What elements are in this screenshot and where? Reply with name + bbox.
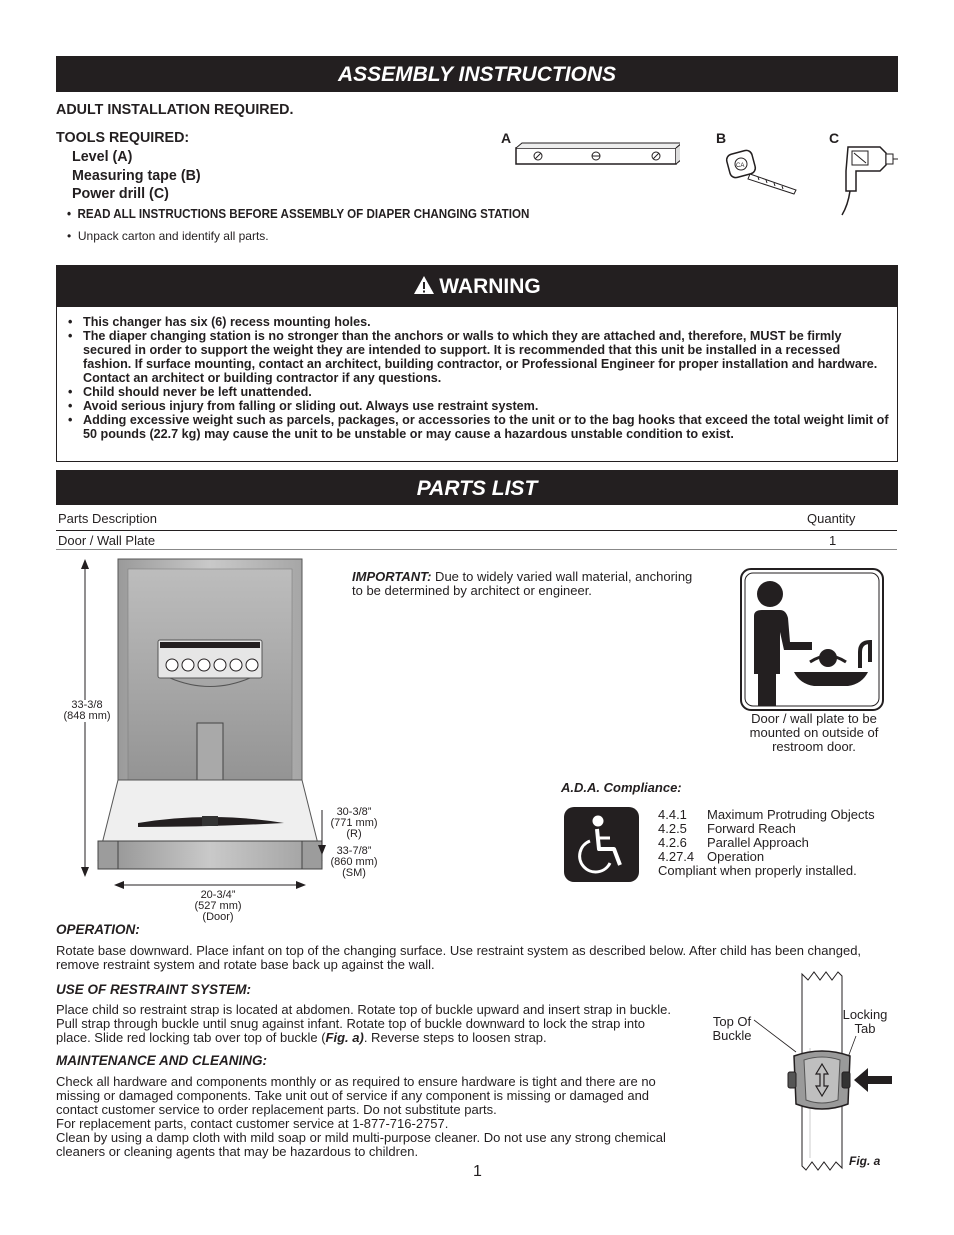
dimension-width xyxy=(178,890,258,923)
tool-label-c: C xyxy=(829,130,840,146)
parts-row-divider xyxy=(56,549,897,550)
dimension-height xyxy=(58,700,116,722)
buckle-figure xyxy=(752,968,894,1178)
dimension-depth-sm-mm: (860 mm) xyxy=(330,856,378,868)
ada-footer: Compliant when properly installed. xyxy=(658,863,857,878)
ada-text: Parallel Approach xyxy=(707,835,809,850)
restraint-text xyxy=(56,1003,681,1045)
dimension-depth-sm-in: 33-7/8” xyxy=(336,845,372,857)
figure-a-caption: Fig. a xyxy=(849,1154,881,1168)
tool-label-b: B xyxy=(716,130,727,146)
dimension-width-tag: (Door) xyxy=(202,911,234,923)
warning-item: • Child should never be left unattended. xyxy=(66,385,891,399)
operation-heading: OPERATION: xyxy=(56,922,140,937)
ada-text: Maximum Protruding Objects xyxy=(707,807,875,822)
figure-label-lock-line1: Locking xyxy=(842,1007,888,1022)
parts-header-description: Parts Description xyxy=(58,511,157,526)
parts-header-quantity: Quantity xyxy=(807,511,856,526)
dimension-depth-r-in: 30-3/8” xyxy=(336,806,372,818)
maintenance-text xyxy=(56,1075,676,1159)
parts-list-banner xyxy=(56,470,898,505)
note-read-instructions-text: READ ALL INSTRUCTIONS BEFORE ASSEMBLY OF DIAPER CHANGING STATION xyxy=(77,207,530,221)
dimension-depth-sm-tag: (SM) xyxy=(342,867,366,879)
restraint-heading: USE OF RESTRAINT SYSTEM: xyxy=(56,982,252,997)
warning-item: • This changer has six (6) recess mounting holes. xyxy=(66,315,891,329)
maintenance-paragraph-3: Clean by using a damp cloth with mild soap or mild multi-purpose cleaner. Do not use any strong chemical cleaners or cleaning agents that may be hazardous to children. xyxy=(56,1130,666,1159)
ada-code: 4.4.1 xyxy=(658,807,687,822)
important-text: Due to widely varied wall material, anchoring to be determined by architect or engineer. xyxy=(352,569,693,598)
restraint-fig-ref: Fig. a) xyxy=(325,1030,364,1045)
parts-row-quantity: 1 xyxy=(829,533,837,548)
figure-label-top-line1: Top Of xyxy=(712,1014,752,1029)
dimension-depth-sm xyxy=(324,846,384,879)
ada-text: Forward Reach xyxy=(707,821,796,836)
parts-header-divider xyxy=(56,530,897,531)
ada-code: 4.2.5 xyxy=(658,821,687,836)
warning-item: • The diaper changing station is no stronger than the anchors or walls to which they are attached and, therefore, MUST be firmly secured in order to support the weight they are intended to support. It is recommended that this unit be installed in a recessed fashion. If surface mounting, contact an architect, building contractor, or Professional Engineer for proper installation and hardware. Contact an architect or building contractor if any questions. xyxy=(66,329,891,385)
restraint-text-end: . Reverse steps to loosen strap. xyxy=(363,1030,547,1045)
parts-row-description: Door / Wall Plate xyxy=(58,533,156,548)
ada-row xyxy=(658,836,875,850)
operation-text: Rotate base downward. Place infant on top of the changing surface. Use restraint system as described below. After child has been changed, remove restraint system and rotate base back up against the wall. xyxy=(56,943,862,972)
tool-power-drill: Power drill (C) xyxy=(72,186,169,202)
ada-heading: A.D.A. Compliance: xyxy=(561,780,682,795)
ada-row xyxy=(658,808,875,822)
power-drill-illustration xyxy=(834,143,900,219)
restraint-text-start: Place child so restraint strap is located at abdomen. Rotate top of buckle upward and insert strap in buckle. Pull strap through buckle until snug against infant. Rotate top of buckle downward to lock the strap into place. Slide red locking tab over top of buckle ( xyxy=(56,1002,671,1045)
assembly-instructions-banner xyxy=(56,56,898,92)
dimension-depth-r xyxy=(324,807,384,840)
note-unpack: • Unpack carton and identify all parts. xyxy=(67,229,269,243)
dimension-depth-r-tag: (R) xyxy=(346,828,362,840)
maintenance-heading: MAINTENANCE AND CLEANING: xyxy=(56,1053,267,1068)
dimension-width-mm: (527 mm) xyxy=(194,900,242,912)
measuring-tape-illustration xyxy=(724,146,800,196)
warning-item: • Adding excessive weight such as parcels, packages, or accessories to the unit or to the bag hooks that exceed the total weight limit of 50 pounds (22.7 kg) may cause the unit to be unstable or may cause a hazardous unstable condition to exist. xyxy=(66,413,891,441)
ada-code: 4.2.6 xyxy=(658,835,687,850)
ada-row xyxy=(658,822,875,836)
tool-measuring-tape: Measuring tape (B) xyxy=(72,168,201,184)
parts-list-title: PARTS LIST xyxy=(416,477,538,500)
warning-triangle-icon xyxy=(413,275,435,295)
page-title: ASSEMBLY INSTRUCTIONS xyxy=(337,63,617,86)
door-caption: Door / wall plate to be mounted on outside of restroom door. xyxy=(749,711,879,754)
dimension-height-in: 33-3/8 xyxy=(71,699,103,711)
warning-title: WARNING xyxy=(439,275,541,298)
baby-changing-icon xyxy=(740,568,884,711)
warning-list xyxy=(66,315,891,441)
note-unpack-text: Unpack carton and identify all parts. xyxy=(77,229,269,243)
figure-label-top-of-buckle xyxy=(710,1015,754,1043)
wheelchair-accessibility-icon xyxy=(564,807,639,882)
dimension-depth-r-mm: (771 mm) xyxy=(330,817,378,829)
maintenance-paragraph-1: Check all hardware and components monthly or as required to ensure hardware is tight and there are no missing or damaged components. Take unit out of service if any component is missing or damaged and contact customer service to order replacement parts. Do not substitute parts. xyxy=(56,1074,656,1117)
note-read-instructions: • READ ALL INSTRUCTIONS BEFORE ASSEMBLY OF DIAPER CHANGING STATION xyxy=(67,207,530,221)
warning-banner xyxy=(56,265,898,307)
dimension-height-mm: (848 mm) xyxy=(63,710,111,722)
page-number: 1 xyxy=(473,1163,482,1180)
figure-label-lock-line2: Tab xyxy=(854,1021,876,1036)
important-label: IMPORTANT: xyxy=(352,569,432,584)
level-illustration xyxy=(512,140,680,172)
ada-compliance-table xyxy=(658,808,875,878)
tool-level: Level (A) xyxy=(72,149,133,165)
dimension-width-in: 20-3/4” xyxy=(200,889,236,901)
changing-station-illustration xyxy=(60,555,360,890)
tools-heading: TOOLS REQUIRED: xyxy=(56,130,190,146)
important-note xyxy=(352,570,697,598)
maintenance-paragraph-2: For replacement parts, contact customer service at 1-877-716-2757. xyxy=(56,1116,449,1131)
tool-label-a: A xyxy=(501,130,512,146)
ada-text: Operation xyxy=(707,849,765,864)
figure-label-top-line2: Buckle xyxy=(712,1028,752,1043)
ada-code: 4.27.4 xyxy=(658,849,695,864)
ada-row xyxy=(658,850,875,864)
adult-installation-note: ADULT INSTALLATION REQUIRED. xyxy=(56,102,294,118)
warning-item: • Avoid serious injury from falling or sliding out. Always use restraint system. xyxy=(66,399,891,413)
svg-text:CA: CA xyxy=(736,163,745,169)
